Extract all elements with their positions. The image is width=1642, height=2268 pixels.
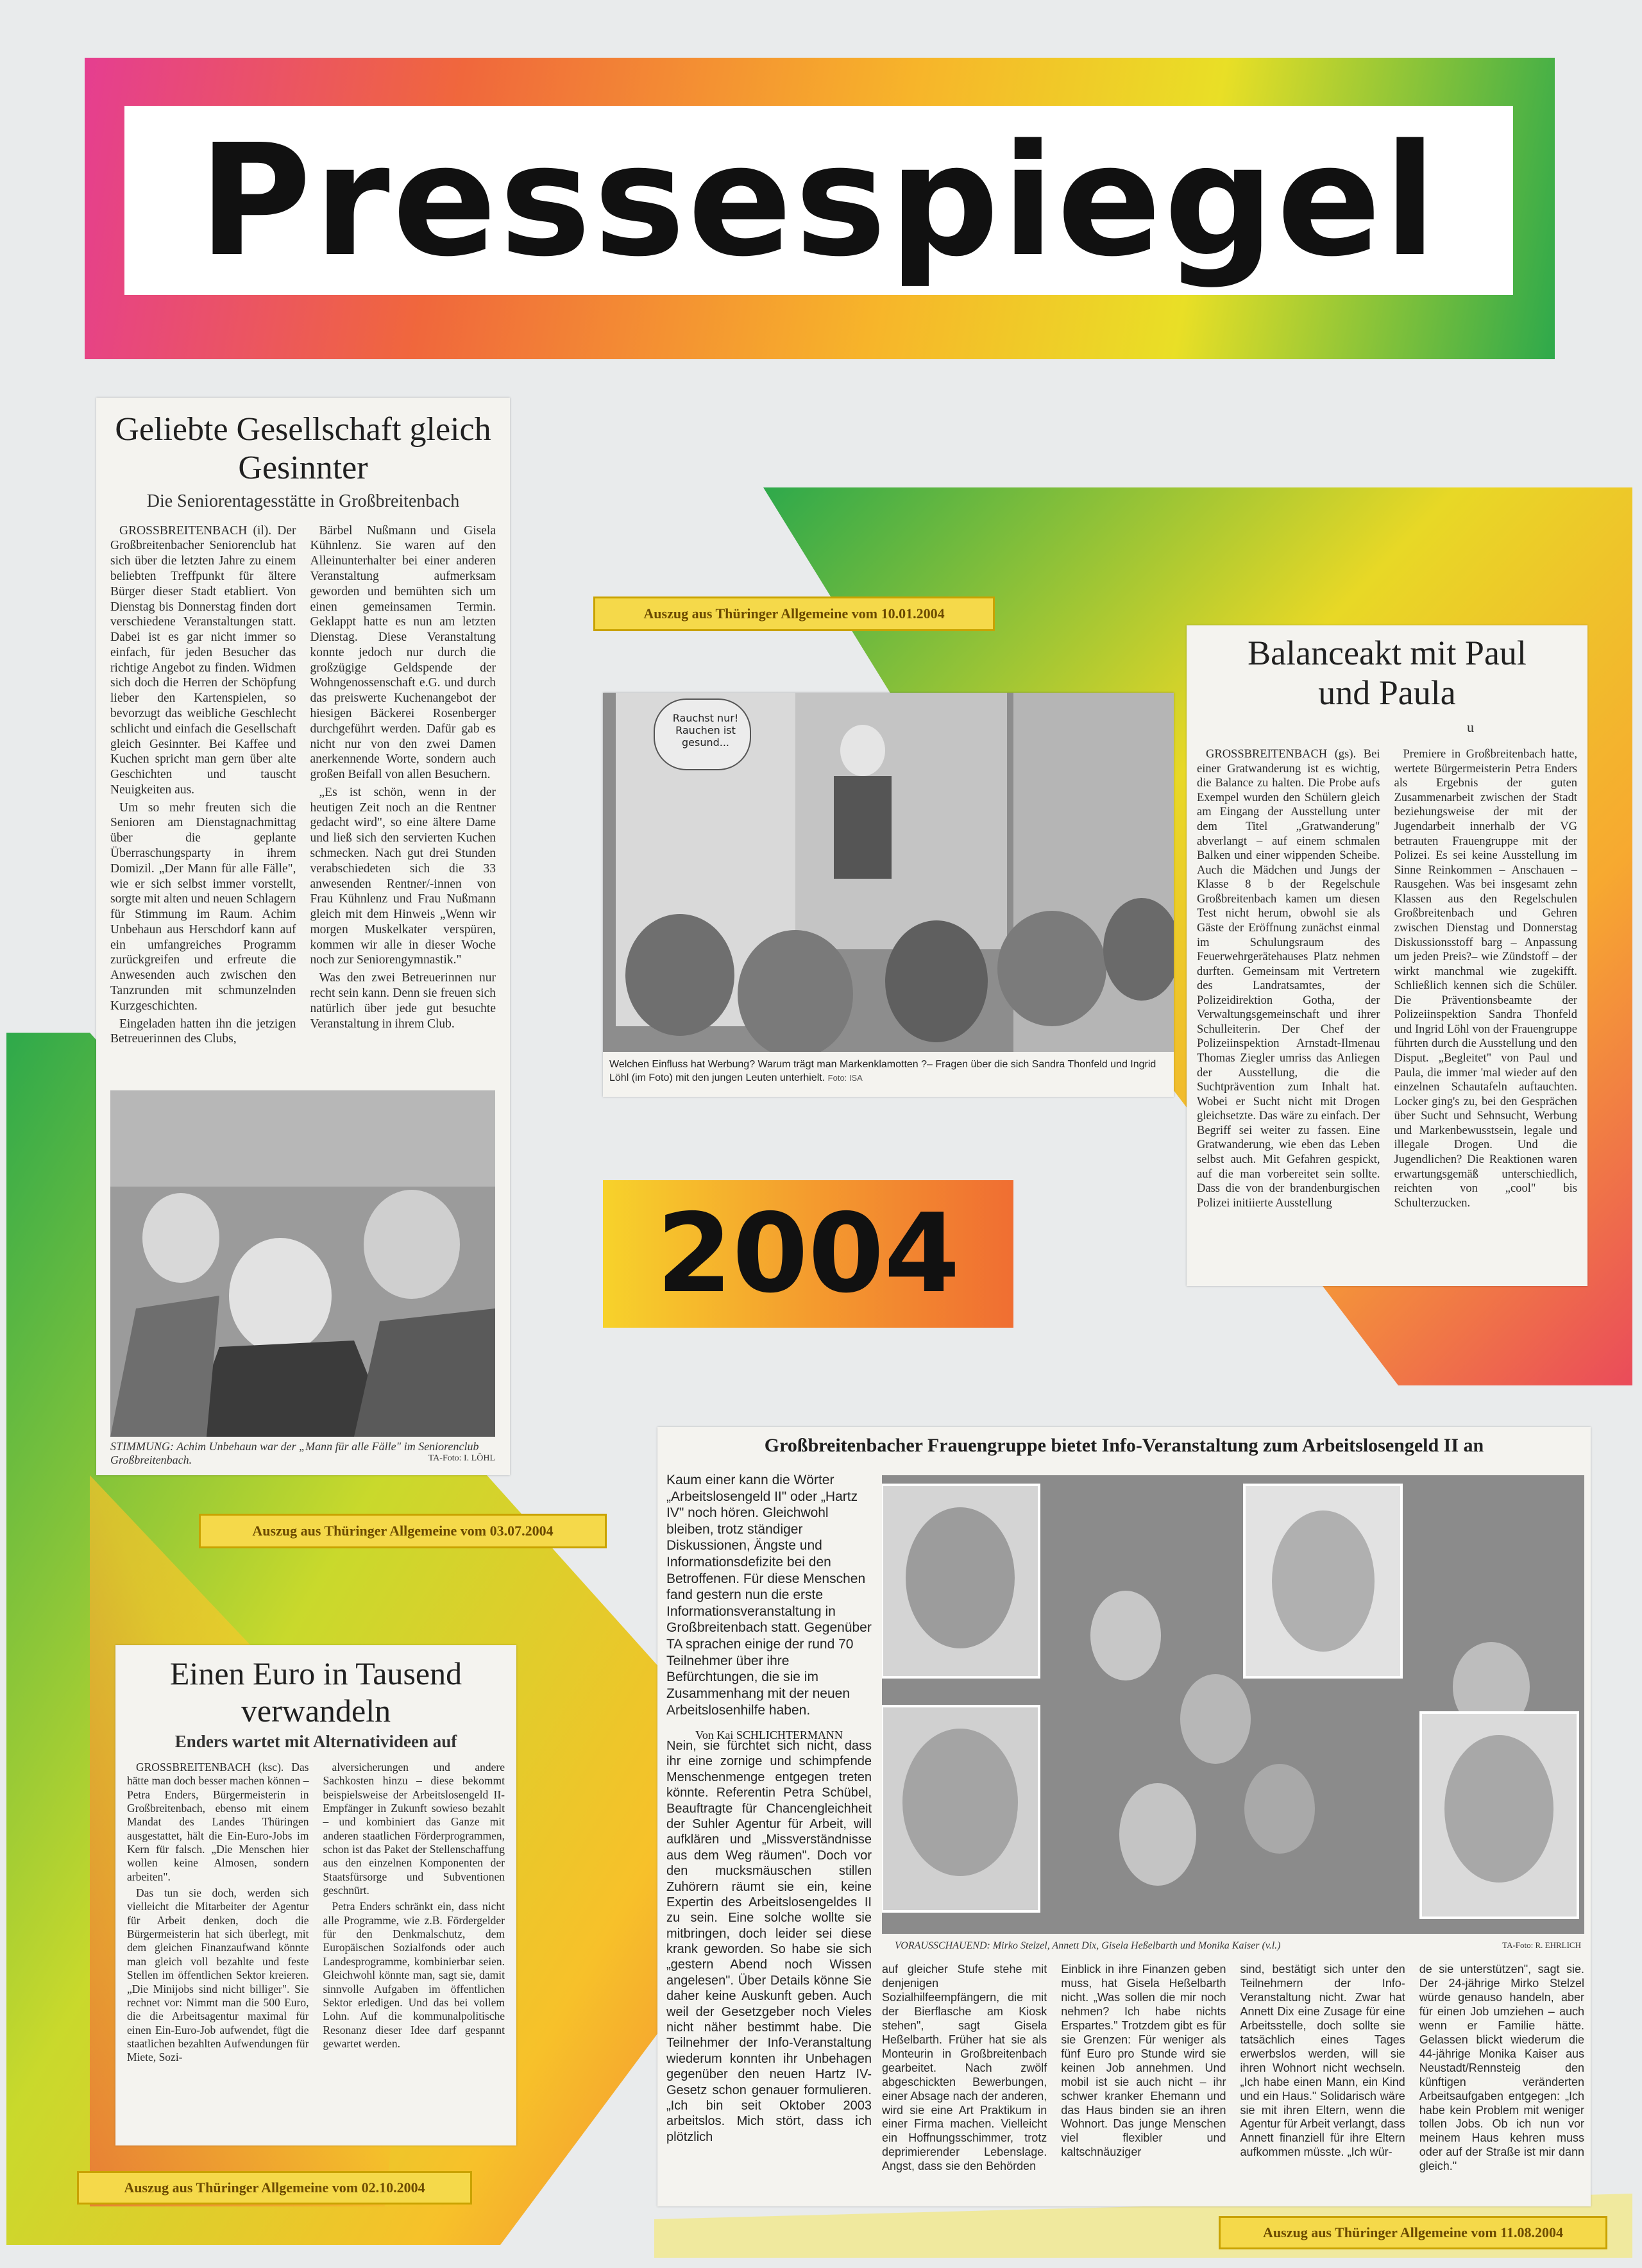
paragraph: Was den zwei Betreuerinnen nur recht sein kann. Denn sie freuen sich natürlich über jede gut besuchte Veranstaltung in ihrem Club. bbox=[310, 971, 496, 1031]
photo-credit: TA-Foto: R. EHRLICH bbox=[1502, 1940, 1581, 1950]
paragraph: GROSSBREITENBACH (ksc). Das hätte man doch besser machen können – Petra Enders, Bürgermeisterin in Großbreitenbach, ebenso mit einem Mandat des Landes Thüringen ausgestattet, hält die Ein-Euro-Jobs im Kern für falsch. „Die Menschen hier wollen keine Almosen, sondern arbeiten". bbox=[127, 1761, 309, 1883]
photo-credit: Foto: ISA bbox=[827, 1072, 863, 1083]
article-column-2 bbox=[323, 1761, 505, 2067]
article-marker: u bbox=[1467, 719, 1474, 736]
article-headline: Balanceakt mit Paul und Paula bbox=[1248, 634, 1527, 713]
photo-illustration bbox=[110, 1090, 495, 1437]
article-column-1 bbox=[110, 523, 296, 1050]
year-box bbox=[603, 1180, 1013, 1328]
senioren-photo bbox=[110, 1090, 495, 1437]
article-column-2 bbox=[1394, 747, 1578, 1213]
paragraph: Eingeladen hatten ihn die jetzigen Betreuerinnen des Clubs, bbox=[110, 1017, 296, 1046]
audience-photo-collage bbox=[882, 1475, 1584, 1934]
article-headline: Einen Euro in Tausend verwandeln bbox=[169, 1655, 462, 1729]
page-title: Pressespiegel bbox=[198, 110, 1439, 291]
paragraph: Das tun sie doch, werden sich vielleicht die Mitarbeiter der Agentur für Arbeit denken, doch die Bürgermeisterin hat sich überlegt, mit dem gleichen Finanzaufwand könnte man gleich voll bezahlte und feste Stellen im öffentlichen Sektor kreieren. „Die Minijobs sind nicht billiger". Sie rechnet vor: Nimmt man die 500 Euro, die die Arbeitsagentur maximal für einen Ein-Euro-Job aufwendet, fügt die staatlichen bezahlten Aufwendungen für Miete, Sozi- bbox=[127, 1886, 309, 2064]
source-label-11-08-2004: Auszug aus Thüringer Allgemeine vom 11.08.2004 bbox=[1219, 2216, 1607, 2249]
article-column-1 bbox=[127, 1761, 309, 2067]
article-einen-euro bbox=[115, 1645, 516, 2145]
article-body-columns bbox=[882, 1963, 1584, 2174]
photo-caption bbox=[110, 1440, 495, 1467]
photo-caption bbox=[895, 1940, 1581, 1952]
paragraph: GROSSBREITENBACH (gs). Bei einer Gratwanderung ist es wichtig, die Balance zu halten. Die Probe aufs Exempel wurden den Schülern gleich am Eingang der Ausstellung unter dem Titel „Gratwanderung" abverlangt – auf einem schmalen Balken und einer wippenden Scheibe. Auch die Mädchen und Jungs der Klasse 8 b der Regelschule Großbreitenbach kamen um diesen Test nicht herum, obwohl sie als Gäste der Eröffnung zunächst einmal im Schulungsraum des Feuerwehrgerätehauses Platz nehmen durften. Gemeinsam mit Vertretern des Landratsamtes, der Polizeidirektion Gotha, der Verwaltungsgemeinschaft und ihrer Schulleiterin. Der Chef der Polizeiinspektion Arnstadt-Ilmenau Thomas Ziegler umriss das Anliegen der Ausstellung, die die Suchtprävention zum Inhalt hat. Wobei er Sucht nicht mit Drogen gleichsetzte. Das wäre zu einfach. Der Begriff sei weiter zu fassen. Eine Gratwanderung, wie eben das Leben selbst auch. Mit Gefahren gespickt, auf die man vorbereitet sein sollte. Dass die von der brandenburgischen Polizei initiierte Ausstellung bbox=[1197, 748, 1380, 1210]
article-column-2: auf gleicher Stufe stehe mit denjenigen Sozialhilfeempfängern, die mit der Bierflasche am Kiosk stehen", sagt Gisela Heßelbarth. Früher hat sie als Monteurin in Großbreitenbach gearbeitet. Nach zwölf abgeschickten Bewerbungen, einer Absage nach der anderen, wird sie eine Art Praktikum in einer Firma machen. Vielleicht ein Hoffnungsschimmer, trotz deprimierender Lebenslage. Angst, dass sie den Behörden bbox=[882, 1963, 1047, 2173]
article-column-2 bbox=[310, 523, 496, 1050]
source-label-10-01-2004: Auszug aus Thüringer Allgemeine vom 10.01.2004 bbox=[593, 597, 995, 631]
paragraph: Um so mehr freuten sich die Senioren am Dienstagnachmittag über die geplante Überraschungsparty in ihrem Domizil. „Der Mann für alle Fälle", wie er sich selbst immer vorstellt, sorgte mit alten und neuen Schlagern für Stimmung im Raum. Achim Unbehaun aus Herschdorf kann auf ein umfangreiches Programm zurückgreifen und erfreute die Anwesenden auch zwischen den Tanzrunden mit schmunzelnden Kurzgeschichten. bbox=[110, 800, 296, 1013]
article-subheadline: Enders wartet mit Alternativideen auf bbox=[174, 1732, 457, 1751]
paragraph: „Es ist schön, wenn in der heutigen Zeit noch an die Rentner gedacht wird", so eine ältere Dame und ließ sich den servierten Kuchen schmecken. Nach gut drei Stunden verabschiedeten sich die 33 anwesenden Rentner/-innen von Frau Kühnlenz und Frau Nußmann gleich mit dem Hinweis „Wenn wir morgen Muskelkater verspüren, kommen wir alle in dieser Woche noch zur Seniorengymnastik." bbox=[310, 785, 496, 967]
paragraph: GROSSBREITENBACH (il). Der Großbreitenbacher Seniorenclub hat sich über die letzten Jahre zu einem beliebten Treffpunkt für ältere Bürger dieser Stadt etabliert. Von Dienstag bis Donnerstag finden dort verschiedene Veranstaltungen statt. Dabei ist es gar nicht immer so einfach, für jeden Besucher das richtige Angebot zu finden. Widmen sich doch die Herren der Schöpfung lieber den Kartenspielen, so bevorzugt das weibliche Geschlecht schlicht und einfach die Gesellschaft gleich Gesinnter. Bei Kaffee und Kuchen spricht man gern über alte Geschichten und tauscht Neuigkeiten aus. bbox=[110, 523, 296, 797]
poster-text: Rauchst nur! Rauchen ist gesund... bbox=[672, 712, 739, 749]
article-column-5: de sie unterstützen", sagt sie. Der 24-jährige Mirko Stelzel würde genauso handeln, aber für einen Job umziehen – auch wenn er Familie hätte. Gelassen blickt wiederum die 44-jährige Monika Kaiser aus Neustadt/Rennsteig den künftigen veränderten Arbeitsaufgaben entgegen: „Ich habe kein Problem mit weniger tollen Jobs. Ob ich nun vor meinem Haus kehren muss oder auf der Straße ist mir dann gleich." bbox=[1419, 1963, 1584, 2173]
caption-text: VORAUSSCHAUEND: Mirko Stelzel, Annett Dix, Gisela Heßelbarth und Monika Kaiser (v.l.) bbox=[895, 1940, 1281, 1951]
paragraph: Nein, sie fürchtet sich nicht, dass ihr eine zornige und schimpfende Menschenmenge entgegen treten könnte. Referentin Petra Schübel, Beauftragte für Chancengleichheit der Suhler Agentur für Arbeit, will aufklären und „Missverständnisse aus dem Weg räumen". Doch vor den mucksmäuschen stillen Zuhörern räumt sie ein, keine Expertin des Arbeitslosengeldes II zu sein. Eine solche wollte sie mitbringen, doch leider sei diese krank geworden. So habe sie sich „gestern Abend noch Wissen angelesen". Über Details könne Sie daher keine Auskunft geben. Auch weil der Gesetzgeber noch Vieles nicht näher bestimmt habe. Die Teilnehmer der Info-Veranstaltung wiederum konnten ihr Unbehagen gegenüber den neuen Hartz IV-Gesetz schon genauer formulieren. „Ich bin seit Oktober 2003 arbeitslos. Mich stört, dass ich plötzlich bbox=[666, 1739, 872, 2144]
caption-text: Welchen Einfluss hat Werbung? Warum trägt man Markenklamotten ?– Fragen über die sich Sandra Thonfeld und Ingrid Löhl (im Foto) mit den jungen Leuten unterhielt. bbox=[609, 1059, 1156, 1083]
article-column-3: Einblick in ihre Finanzen geben muss, hat Gisela Heßelbarth nicht. „Was sollen die mir noch nehmen? Ich habe nichts Erspartes." Trotzdem gibt es für sie Grenzen: Für weniger als fünf Euro pro Stunde wird sie keinen Job annehmen. Und mobil ist sie auch nicht – ihr schwer kranker Ehemann und das Haus binden sie an ihren Wohnort. Das junge Menschen viel flexibler und kaltschnäuziger bbox=[1061, 1963, 1226, 2159]
article-headline: Großbreitenbacher Frauengruppe bietet Info-Veranstaltung zum Arbeitslosengeld II an bbox=[764, 1435, 1484, 1456]
paragraph: Bärbel Nußmann und Gisela Kühnlenz. Sie waren auf den Alleinunterhalter bei einer anderen Veranstaltung aufmerksam geworden und bemühten sich um einen gemeinsamen Termin. Geklappt hatte es nun am letzten Dienstag. Diese Veranstaltung konnte jedoch nur durch die großzügige Geldspende der Wohngenossenschaft e.G. und durch das preiswerte Kuchenangebot der hiesigen Bäckerei Rosenberger durchgeführt werden. Dafür gab es nicht nur von den zwei Damen anerkennende Worte, sondern auch großen Beifall von allen Besuchern. bbox=[310, 523, 496, 782]
article-headline: Geliebte Gesellschaft gleich Gesinnter bbox=[115, 411, 491, 486]
caption-text: STIMMUNG: Achim Unbehaun war der „Mann für alle Fälle" im Seniorenclub Großbreitenbach. bbox=[110, 1440, 479, 1466]
source-label-02-10-2004: Auszug aus Thüringer Allgemeine vom 02.10.2004 bbox=[77, 2171, 472, 2205]
paragraph: Petra Enders schränkt ein, dass nicht alle Programme, wie z.B. Fördergelder für den Denkmalschutz, dem Europäischen Sozialfonds oder auch Landesprogramme, kombinierbar seien. Gleichwohl könnte man, sagt sie, damit sinnvolle Aufgaben im öffentlichen Sektor erledigen. Und das bei vollem Lohn. Auf die kommunalpolitische Resonanz dieser Idee darf gespannt gewartet werden. bbox=[323, 1900, 505, 2050]
article-column-1 bbox=[1197, 747, 1380, 1213]
byline: Von Kai SCHLICHTERMANN bbox=[695, 1729, 843, 1742]
photo-caption bbox=[609, 1058, 1167, 1085]
article-balanceakt bbox=[1187, 625, 1587, 1286]
article-column-4: sind, bestätigt sich unter den Teilnehmern der Info-Veranstaltung nicht. Zwar hat Annett Dix eine Zusage für eine Arbeitsstelle, doch sollte sie tatsächlich eines Tages erwerbslos werden, will sie ihren Wohnort nicht wechseln. „Ich habe einen Mann, ein Kind und ein Haus." Solidarisch wäre sie mit ihren Eltern, wenn die Agentur für Arbeit verlangt, dass Annett finanziell für ihre Eltern aufkommen müsste. „Ich wür- bbox=[1240, 1963, 1405, 2159]
paragraph: Premiere in Großbreitenbach hatte, wertete Bürgermeisterin Petra Enders als Ergebnis der guten Zusammenarbeit zwischen der Stadt beziehungsweise der mit der Jugendarbeit innerhalb der VG betrauten Frauengruppe mit der Polizei. Es sei keine Ausstellung im Sinne Reinkommen – Anschauen – Rausgehen. Was bei insgesamt zehn Klassen aus den Regelschulen Großbreitenbach und Gehren zwischen Dienstag und Donnerstag Diskussionsstoff barg – Anpassung um jeden Preis?– wie Zündstoff – der wirkt manchmal wie zugekifft. Schließlich kennen sich die Schüler. Die Präventionsbeamte der Polizeiinspektion Sandra Thonfeld und Ingrid Löhl von der Frauengruppe führten durch die Ausstellung und den Disput. „Begleitet" von Paul und Paula, die immer 'mal wieder auf den einzelnen Schautafeln auftauchten. Locker ging's zu, bei den Gesprächen über Sucht und Sehnsucht, Werbung und Markenbewusstsein, legale und illegale Drogen. Und die Jugendlichen? Die Reaktionen waren erwartungsgemäß unterschiedlich, reichten von „cool" bis Schulterzucken. bbox=[1394, 748, 1577, 1210]
article-column-1 bbox=[666, 1738, 872, 2145]
title-box bbox=[124, 106, 1513, 295]
year-label: 2004 bbox=[656, 1190, 960, 1317]
article-subheadline: Die Seniorentagesstätte in Großbreitenbach bbox=[146, 491, 460, 511]
photo-credit: TA-Foto: I. LÖHL bbox=[428, 1453, 495, 1463]
article-frauengruppe bbox=[657, 1427, 1591, 2206]
article-intro bbox=[666, 1472, 872, 1742]
intro-text: Kaum einer kann die Wörter „Arbeitslosengeld II" oder „Hartz IV" noch hören. Gleichwohl bleiben, trotz ständiger Diskussionen, Ängste und Informationsdefizite bei den Betroffenen. Für diese Menschen fand gestern nun die erste Informationsveranstaltung in Großbreitenbach statt. Gegenüber TA sprachen einige der rund 70 Teilnehmer über ihre Befürchtungen, die sie im Zusammenhang mit der neuen Arbeitslosenhilfe haben. bbox=[666, 1473, 872, 1718]
article-senioren bbox=[96, 398, 510, 1475]
article-werbung-photo bbox=[603, 693, 1174, 1097]
paragraph: alversicherungen und andere Sachkosten hinzu – diese bekommt beispielsweise der Arbeitslosengeld II-Empfänger in Zukunft sowieso bezahlt – und kombiniert das Ganze mit anderen staatlichen Förderprogrammen, schon ist das Paket der Stellenschaffung aus den einzelnen Komponenten der Staatsfürsorge und Subventionen geschnürt. bbox=[323, 1761, 505, 1897]
source-label-03-07-2004: Auszug aus Thüringer Allgemeine vom 03.07.2004 bbox=[199, 1514, 607, 1548]
